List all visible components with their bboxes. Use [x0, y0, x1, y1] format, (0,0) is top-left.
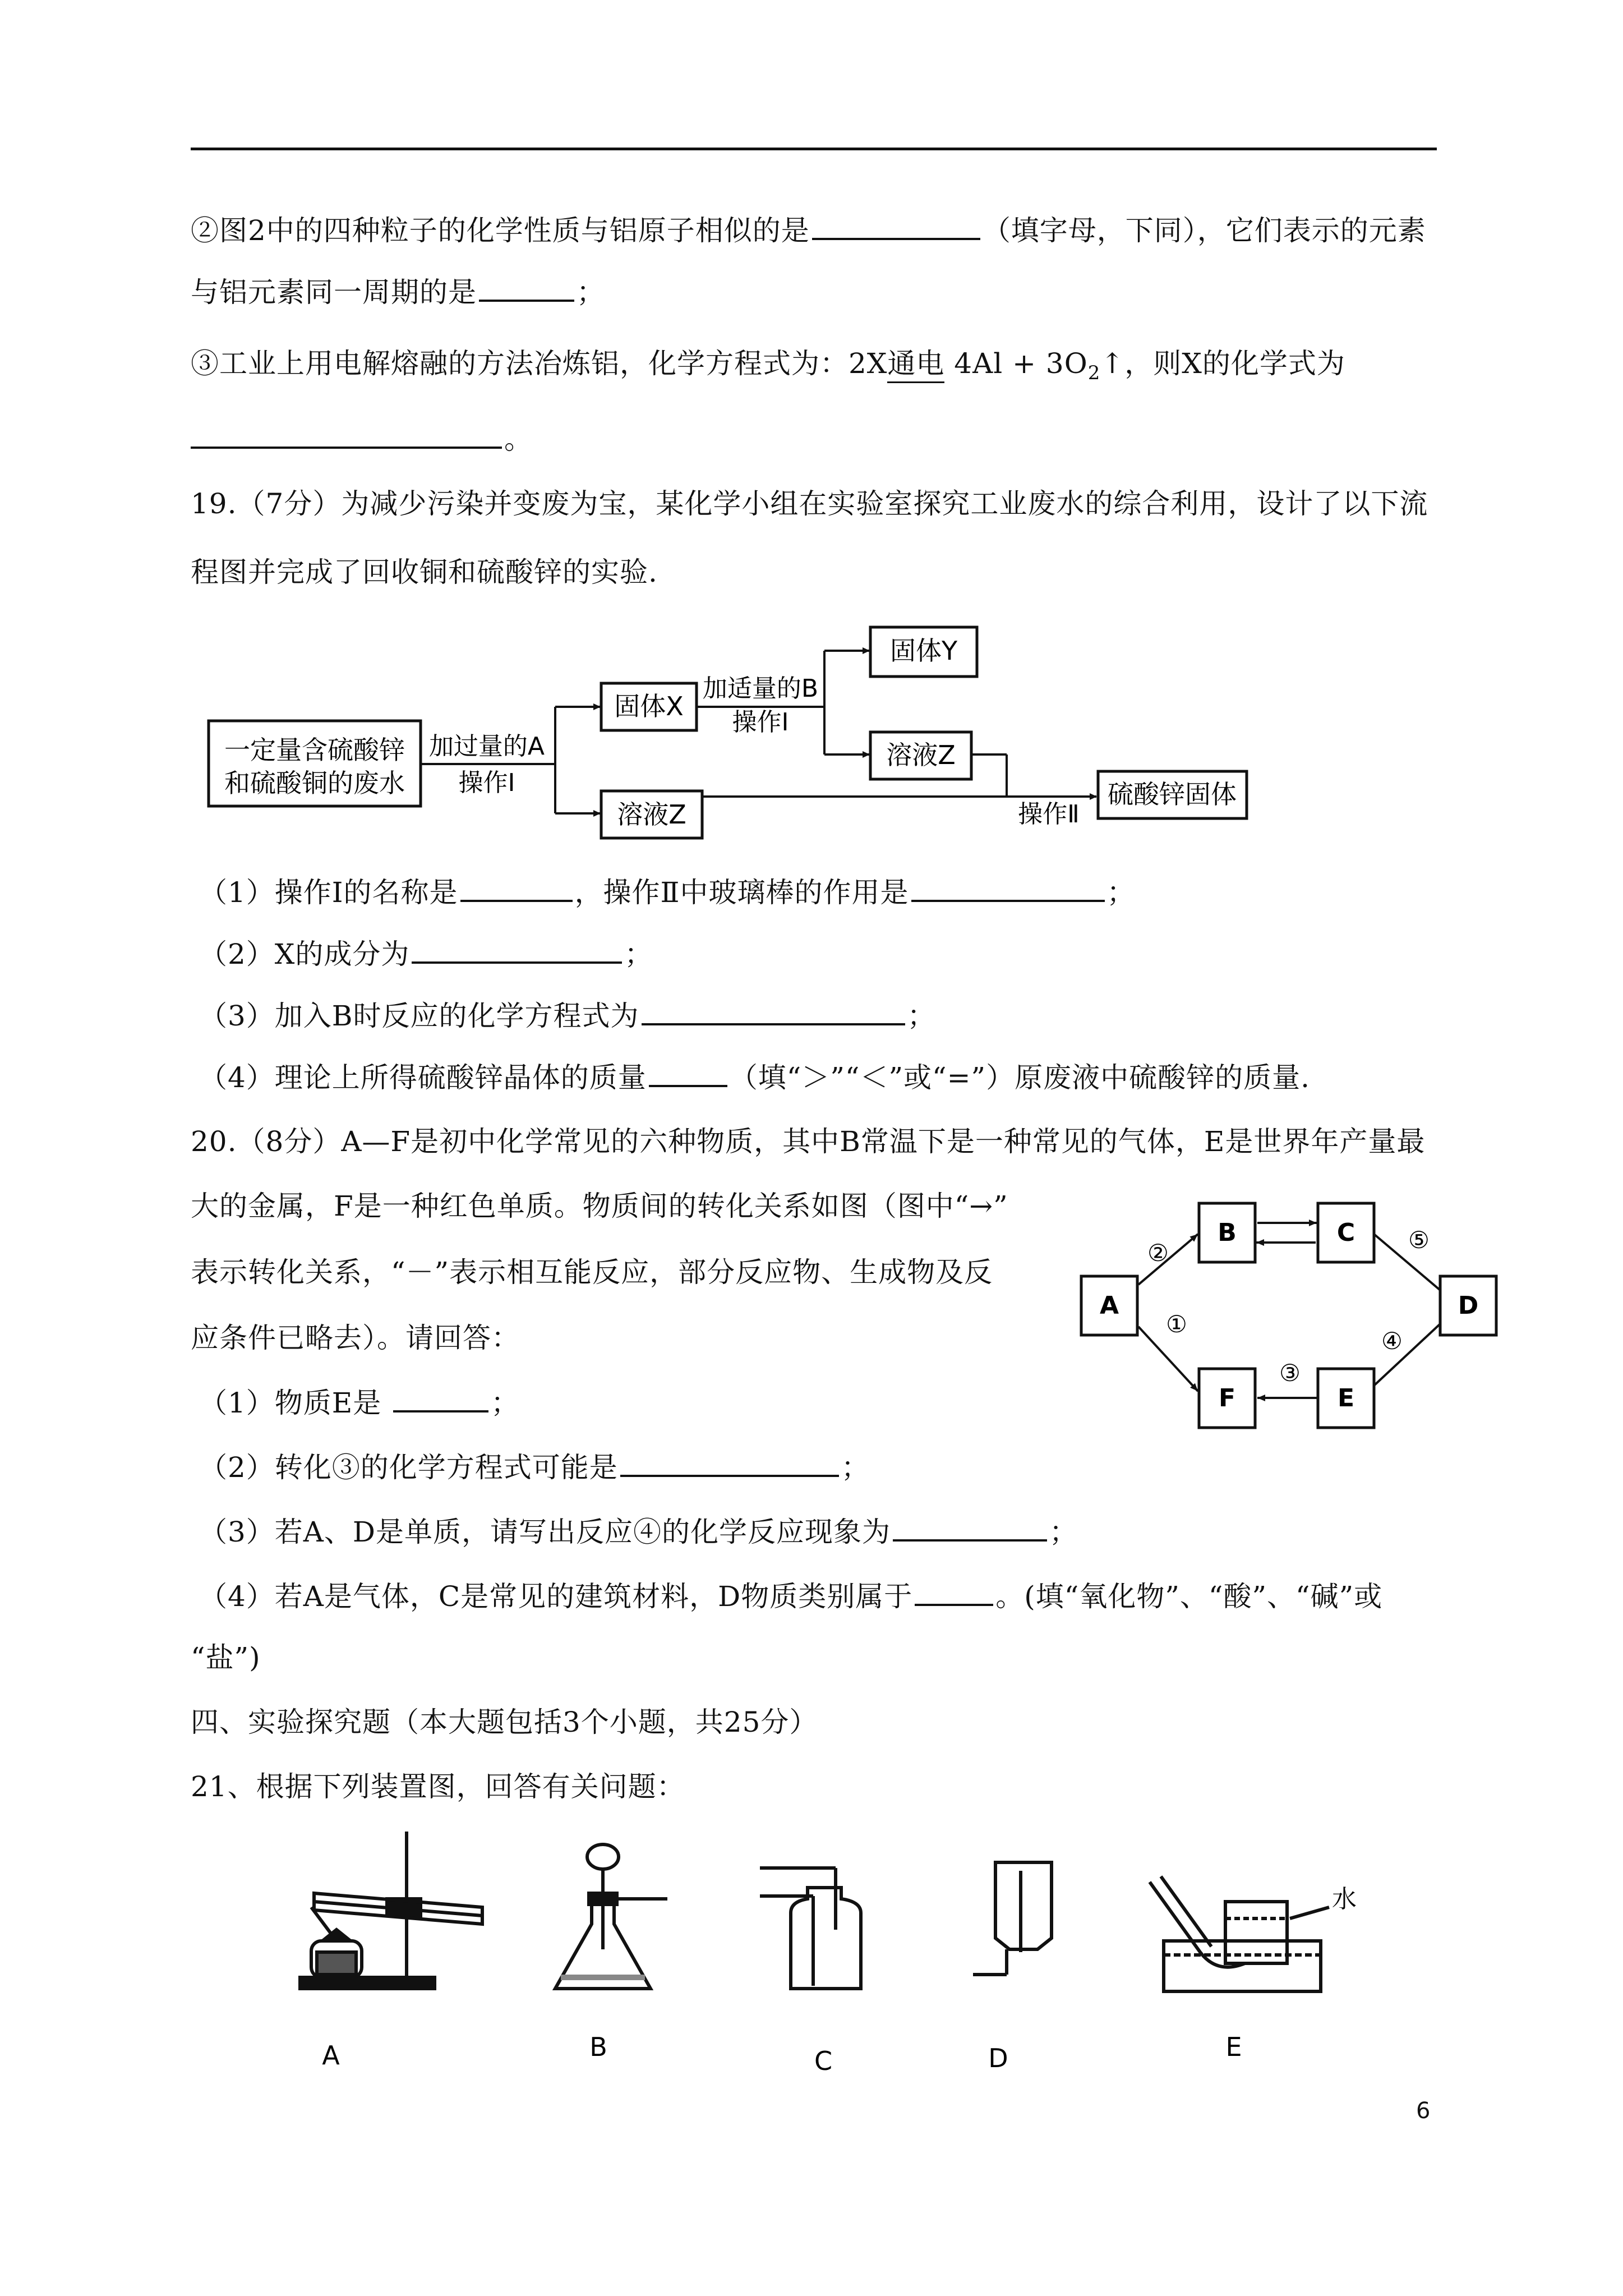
condition-text: 通电: [887, 347, 944, 383]
q18-part2-text: ②图2中的四种粒子的化学性质与铝原子相似的是: [191, 214, 810, 247]
q19-stem-line1: 19.（7分）为减少污染并变废为宝，某化学小组在实验室探究工业废水的综合利用，设计了以下流: [191, 487, 1428, 520]
punct: ；: [577, 276, 605, 309]
punct: ；: [1049, 1516, 1078, 1548]
label-4: ④: [1381, 1327, 1403, 1355]
apparatus-label-a: A: [322, 2040, 340, 2070]
q20-sub3-text: （3）若A、D是单质，请写出反应④的化学反应现象为: [199, 1516, 891, 1548]
flow-start-text2: 和硫酸铜的废水: [224, 768, 405, 798]
q19-sub1-text: （1）操作Ⅰ的名称是: [199, 876, 458, 909]
node-a: A: [1099, 1291, 1119, 1320]
q20-stem-line2: 大的金属，F是一种红色单质。物质间的转化关系如图（图中“→”: [191, 1190, 1008, 1222]
q20-sub4-cont: “盐”): [191, 1641, 261, 1674]
apparatus-a: [300, 1832, 482, 1989]
label-2: ②: [1147, 1239, 1169, 1267]
q19-sub4-text: （4）理论上所得硫酸锌晶体的质量: [199, 1061, 647, 1094]
flow-op1-b: 操作Ⅰ: [732, 708, 789, 737]
label-1: ①: [1166, 1310, 1187, 1338]
q20-sub2-text: （2）转化③的化学方程式可能是: [199, 1451, 618, 1484]
subscript: 2: [1087, 362, 1101, 384]
punct: ；: [841, 1451, 870, 1484]
flow-op2: 操作Ⅱ: [1018, 800, 1080, 829]
q21-stem: 21、根据下列装置图，回答有关问题：: [191, 1770, 685, 1803]
flow-start-text1: 一定量含硫酸锌: [224, 735, 405, 765]
flow-solid-y: 固体Y: [889, 636, 958, 666]
flow-solution-z-bottom: 溶液Z: [617, 799, 686, 830]
flow-solid-x: 固体X: [614, 691, 684, 721]
apparatus-e: [1150, 1876, 1329, 1991]
node-e: E: [1337, 1384, 1355, 1412]
q19-sub3-text: （3）加入B时反应的化学方程式为: [199, 1000, 639, 1032]
q19-stem-line2: 程图并完成了回收铜和硫酸锌的实验.: [191, 556, 658, 588]
punct: 。: [504, 423, 533, 455]
q20-stem-line1: 20.（8分）A—F是初中化学常见的六种物质，其中B常温下是一种常见的气体，E是世界年产量最: [191, 1125, 1426, 1158]
punct: ；: [624, 938, 653, 970]
apparatus-label-c: C: [814, 2046, 833, 2076]
q20-sub4-text2: 。(填“氧化物”、“酸”、“碱”或: [995, 1580, 1383, 1613]
page-number: 6: [1416, 2098, 1431, 2124]
flow-add-b: 加适量的B: [702, 674, 819, 703]
apparatus-label-e: E: [1225, 2032, 1242, 2062]
node-b: B: [1218, 1218, 1237, 1247]
flow-op1-a: 操作Ⅰ: [458, 769, 515, 797]
q20-stem-line3: 表示转化关系，“－”表示相互能反应，部分反应物、生成物及反: [191, 1256, 993, 1289]
node-c: C: [1336, 1218, 1355, 1247]
water-label: 水: [1332, 1885, 1357, 1913]
q18-part2-text3: 与铝元素同一周期的是: [191, 276, 477, 309]
punct: ；: [907, 1000, 936, 1032]
q20-sub1-text: （1）物质E是: [199, 1387, 391, 1419]
q20-sub4-text: （4）若A是气体，C是常见的建筑材料，D物质类别属于: [199, 1580, 913, 1613]
apparatus-label-b: B: [589, 2032, 607, 2062]
apparatus-label-d: D: [988, 2043, 1008, 2073]
label-5: ⑤: [1408, 1226, 1430, 1254]
q18-part3-text: ③工业上用电解熔融的方法冶炼铝，化学方程式为：2X: [191, 347, 888, 380]
flow-add-a: 加过量的A: [428, 732, 545, 761]
q18-part2-text2: （填字母，下同），它们表示的元素: [982, 214, 1426, 247]
flow-product: 硫酸锌固体: [1108, 779, 1237, 809]
apparatus-c: [760, 1868, 861, 1989]
q18-part3-text2: ↑，则X的化学式为: [1100, 347, 1345, 380]
node-f: F: [1218, 1384, 1236, 1412]
apparatus-d: [973, 1862, 1052, 1975]
apparatus-b: [555, 1844, 667, 1989]
q20-stem-line4: 应条件已略去）。请回答：: [191, 1322, 520, 1354]
q19-sub4-text2: （填“＞”“＜”或“=”）原废液中硫酸锌的质量.: [729, 1061, 1310, 1094]
node-d: D: [1458, 1291, 1479, 1320]
section4-heading: 四、实验探究题（本大题包括3个小题，共25分）: [191, 1706, 818, 1738]
punct: ；: [491, 1387, 520, 1419]
label-3: ③: [1279, 1359, 1301, 1387]
equation-products: 4Al + 3O: [944, 347, 1088, 380]
q19-sub1-text2: ，操作Ⅱ中玻璃棒的作用是: [574, 876, 909, 909]
punct: ；: [1106, 876, 1136, 909]
flow-solution-z-top: 溶液Z: [886, 740, 956, 770]
q19-sub2-text: （2）X的成分为: [199, 938, 410, 970]
